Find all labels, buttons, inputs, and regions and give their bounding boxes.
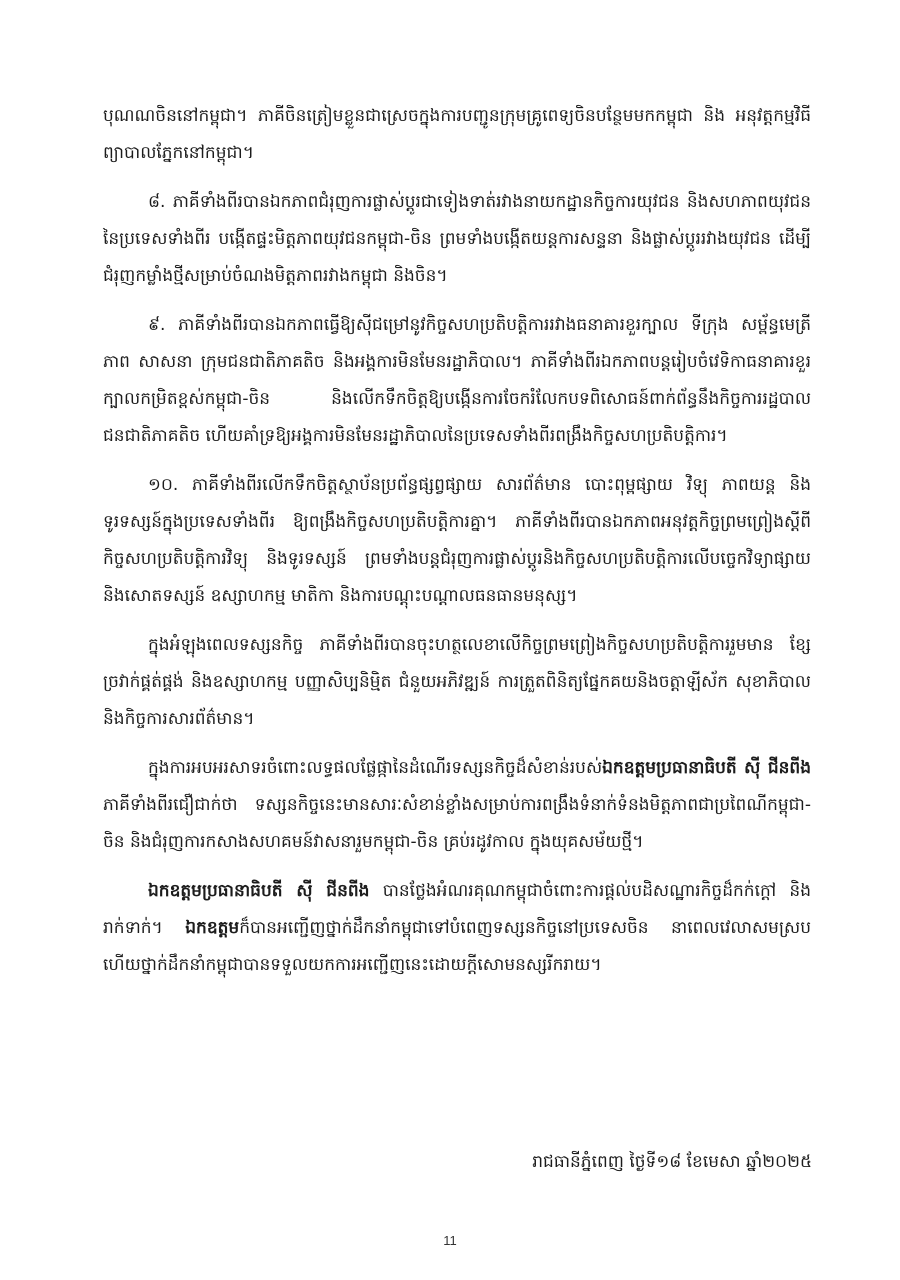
text-segment: ក្នុងការអបអរសាទរចំពោះលទ្ធផលផ្លែផ្កានៃដំណើរទស្សនកិច្ចដ៏សំខាន់របស់: [148, 758, 603, 778]
paragraph-9: [103, 307, 811, 455]
text-segment: ក៏បានអញ្ជើញថ្នាក់ដឹកនាំកម្ពុជាទៅបំពេញទស្សនកិច្ចនៅប្រទេសចិន នាពេលវេលាសមស្រប ហើយថ្នាក់ដឹកនាំកម្ពុជាបានទទួលយកការអញ្ជើញនេះដោយក្តីសោមនស្សរីករាយ។: [103, 918, 812, 975]
paragraph-continuation: [103, 98, 811, 172]
text-segment: ១០. ភាគីទាំងពីរលើកទឹកចិត្តស្ថាប័នប្រព័ន្ធផ្សព្វផ្សាយ សារព័ត៌មាន បោះពុម្ពផ្សាយ វិទ្យុ ភាពយន្ត និងទូរទស្សន៍ក្នុងប្រទេសទាំងពីរ ឱ្យពង្រឹងកិច្ចសហប្រតិបត្តិការគ្នា។ ភាគីទាំងពីរបានឯកភាពអនុវត្តកិច្ចព្រមព្រៀងស្តីពីកិច្ចសហប្រតិបត្តិការវិទ្យុ និងទូរទស្សន៍ ព្រមទាំងបន្តជំរុញការផ្លាស់ប្តូរនិងកិច្ចសហប្រតិបត្តិការលើបច្ចេកវិទ្យាផ្សាយនិងសោតទស្សន៍ ឧស្សាហកម្ម មាតិកា និងការបណ្តុះបណ្តាលធនធានមនុស្ស។: [103, 475, 811, 606]
text-segment: បានថ្លែងអំណរគុណកម្ពុជាចំពោះការផ្តល់បដិសណ្ឋារកិច្ចដ៏កក់ក្តៅ និងរាក់ទាក់។: [103, 881, 811, 938]
paragraph-8: [103, 184, 811, 295]
text-segment: ៩. ភាគីទាំងពីរបានឯកភាពធ្វើឱ្យស៊ីជម្រៅនូវកិច្ចសហប្រតិបត្តិការរវាងធនាគារខួរក្បាល ទីក្រុង សម្ព័ន្ធមេត្រីភាព សាសនា ក្រុមជនជាតិភាគតិច និងអង្គការមិនមែនរដ្ឋាភិបាល។ ភាគីទាំងពីរឯកភាពបន្តរៀបចំវេទិកាធនាគារខួរក្បាលកម្រិតខ្ពស់កម្ពុជា-ចិន និងលើកទឹកចិត្តឱ្យបង្កើនការចែករំលែកបទពិសោធន៍ពាក់ព័ន្ធនឹងកិច្ចការរដ្ឋបាលជនជាតិភាគតិច ហើយគាំទ្រឱ្យអង្គការមិនមែនរដ្ឋាភិបាលនៃប្រទេសទាំងពីរពង្រឹងកិច្ចសហប្រតិបត្តិការ។: [103, 315, 811, 446]
paragraph-10: [103, 467, 811, 615]
paragraph-thanks: [103, 873, 811, 984]
bold-text-segment: ឯកឧត្តមប្រធានាធិបតី ស៊ី ជីនពីង: [148, 881, 370, 901]
bold-text-segment: ឯកឧត្តមប្រធានាធិបតី ស៊ី ជីនពីង: [602, 758, 811, 778]
bold-text-segment: ឯកឧត្តម: [185, 918, 240, 938]
paragraph-outcome: [103, 750, 811, 861]
document-body: [103, 98, 811, 996]
text-segment: បុណណចិននៅកម្ពុជា។ ភាគីចិនត្រៀមខ្លួនជាស្រេចក្នុងការបញ្ជូនក្រុមគ្រូពេទ្យចិនបន្ថែមមកកម្ពុជា និង អនុវត្តកម្មវិធីព្យាបាលភ្នែកនៅកម្ពុជា។: [103, 106, 811, 163]
paragraph-signing: [103, 627, 811, 738]
text-segment: ៨. ភាគីទាំងពីរបានឯកភាពជំរុញការផ្លាស់ប្តូរជាទៀងទាត់រវាងនាយកដ្ឋានកិច្ចការយុវជន និងសហភាពយុវជន នៃប្រទេសទាំងពីរ បង្កើតផ្ទះមិត្តភាពយុវជនកម្ពុជា-ចិន ព្រមទាំងបង្កើតយន្តការសន្ទនា និងផ្លាស់ប្តូររវាងយុវជន ដើម្បីជំរុញកម្លាំងថ្មីសម្រាប់ចំណងមិត្តភាពរវាងកម្ពុជា និងចិន។: [103, 192, 811, 286]
place-and-date-line: រាជធានីភ្នំពេញ ថ្ងៃទី១៨ ខែមេសា ឆ្នាំ២០២៥: [532, 1152, 812, 1172]
text-segment: ក្នុងអំឡុងពេលទស្សនកិច្ច ភាគីទាំងពីរបានចុះហត្ថលេខាលើកិច្ចព្រមព្រៀងកិច្ចសហប្រតិបត្តិការរួមមាន ខ្សែច្រវាក់ផ្គត់ផ្គង់ និងឧស្សាហកម្ម បញ្ញាសិប្បនិម្មិត ជំនួយអភិវឌ្ឍន៍ ការត្រួតពិនិត្យផ្នែកគយនិងចត្តាឡីស័ក សុខាភិបាល និងកិច្ចការសារព័ត៌មាន។: [103, 635, 811, 729]
page-number: 11: [443, 1233, 457, 1248]
text-segment: ភាគីទាំងពីរជឿជាក់ថា ទស្សនកិច្ចនេះមានសារៈសំខាន់ខ្លាំងសម្រាប់ការពង្រឹងទំនាក់ទំនងមិត្តភាពជាប្រពៃណីកម្ពុជា-ចិន និងជំរុញការកសាងសហគមន៍វាសនារួមកម្ពុជា-ចិន គ្រប់រដូវកាល ក្នុងយុគសម័យថ្មី។: [103, 795, 811, 852]
